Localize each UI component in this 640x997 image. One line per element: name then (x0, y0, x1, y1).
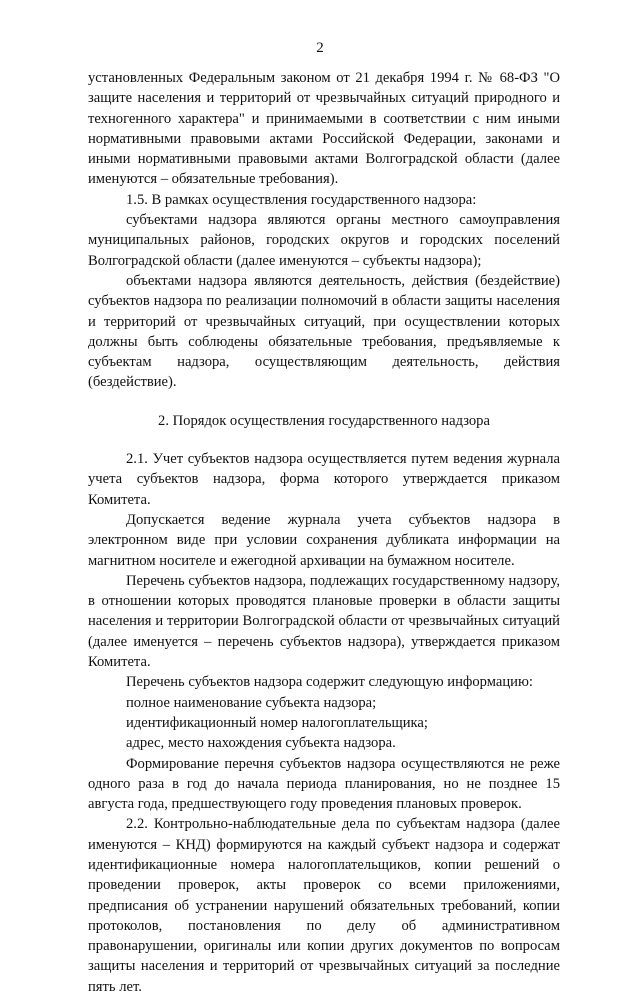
page-number: 2 (316, 40, 324, 56)
paragraph: субъектами надзора являются органы местного самоуправления муниципальных районов, городских округов и городских поселений Волгоградской области (далее именуются – субъекты надзора); (88, 212, 560, 269)
section-heading: 2. Порядок осуществления государственного надзора (158, 412, 490, 429)
list-item: идентификационный номер налогоплательщика; (126, 714, 428, 731)
paragraph: 2.1. Учет субъектов надзора осуществляется путем ведения журнала учета субъектов надзора, форма которого утверждается приказом Комитета. (88, 451, 560, 508)
paragraph: 2.2. Контрольно-наблюдательные дела по субъектам надзора (далее именуются – КНД) формируются на каждый субъект надзора и содержат идентификационные номера налогоплательщиков, копии решений о проведении проверок, акты проверок со всеми приложениями, предписания об устранении нарушений обязательных требований, копии протоколов, постановления по делу об административном правонарушении, оригиналы или копии других документов по вопросам защиты населения и территорий от чрезвычайных ситуаций за последние пять лет. (88, 816, 560, 995)
list-item: адрес, место нахождения субъекта надзора. (126, 735, 396, 752)
paragraph: Перечень субъектов надзора, подлежащих государственному надзору, в отношении которых проводятся плановые проверки в области защиты населения и территории Волгоградской области от чрезвычайных ситуаций (далее именуется – перечень субъектов надзора), утверждается приказом Комитета. (88, 572, 560, 671)
list-item: полное наименование субъекта надзора; (126, 694, 377, 711)
paragraph: объектами надзора являются деятельность, действия (бездействие) субъектов надзора по реализации полномочий в области защиты населения и территорий от чрезвычайных ситуаций, при осуществлении которых должны быть соблюдены обязательные требования, предъявляемые к субъектам надзора, осуществляющим деятельность, действия (бездействие). (88, 272, 560, 391)
paragraph: Формирование перечня субъектов надзора осуществляются не реже одного раза в год до начала периода планирования, но не позднее 15 августа года, предшествующего году проведения плановых проверок. (88, 755, 560, 813)
paragraph: Допускается ведение журнала учета субъектов надзора в электронном виде при условии сохранения дубликата информации на магнитном носителе и ежегодной архивации на бумажном носителе. (88, 511, 560, 569)
paragraph: 1.5. В рамках осуществления государственного надзора: (126, 191, 477, 208)
paragraph: установленных Федеральным законом от 21 декабря 1994 г. № 68-ФЗ "О защите населения и территорий от чрезвычайных ситуаций природного и техногенного характера" и принимаемыми в соответствии с ним иными нормативными правовыми актами Российской Федерации, законами и иными нормативными правовыми актами Волгоградской области (далее именуются – обязательные требования). (88, 70, 560, 188)
document-body (88, 68, 560, 997)
paragraph: Перечень субъектов надзора содержит следующую информацию: (126, 674, 533, 691)
